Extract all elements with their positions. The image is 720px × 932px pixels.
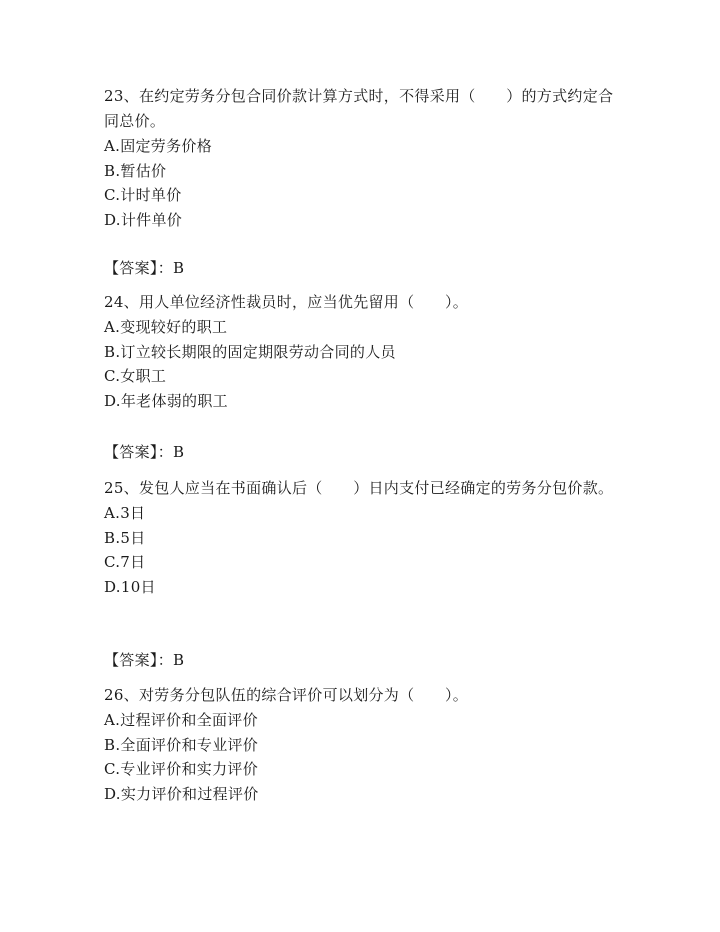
question-stem: 26、对劳务分包队伍的综合评价可以划分为（ ）。 xyxy=(104,686,469,704)
option-b: B.全面评价和专业评价 xyxy=(104,735,259,754)
question-23 xyxy=(104,84,614,232)
option-a: A.变现较好的职工 xyxy=(104,318,228,336)
option-b: B.暂估价 xyxy=(104,161,167,180)
option-list xyxy=(104,501,614,599)
question-stem: 25、发包人应当在书面确认后（ ）日内支付已经确定的劳务分包价款。 xyxy=(104,479,614,497)
option-a: A.固定劳务价格 xyxy=(104,137,213,155)
option-c: C.女职工 xyxy=(104,367,167,385)
option-b: B.5日 xyxy=(104,528,146,547)
option-d: D.计件单价 xyxy=(104,210,183,229)
answer-25: 【答案】：B xyxy=(104,651,185,669)
option-list xyxy=(104,708,614,806)
option-b: B.订立较长期限的固定期限劳动合同的人员 xyxy=(104,342,396,361)
option-list xyxy=(104,134,614,232)
option-c: C.专业评价和实力评价 xyxy=(104,760,259,778)
option-a: A.3日 xyxy=(104,504,146,522)
option-d: D.10日 xyxy=(104,577,156,596)
option-d: D.年老体弱的职工 xyxy=(104,391,228,410)
answer-24: 【答案】：B xyxy=(104,443,185,461)
question-26 xyxy=(104,683,614,806)
option-c: C.7日 xyxy=(104,553,146,571)
option-d: D.实力评价和过程评价 xyxy=(104,784,259,803)
option-list xyxy=(104,315,614,413)
question-25 xyxy=(104,476,614,599)
answer-23: 【答案】：B xyxy=(104,259,185,277)
option-a: A.过程评价和全面评价 xyxy=(104,711,258,729)
question-24 xyxy=(104,290,614,413)
option-c: C.计时单价 xyxy=(104,186,182,204)
question-stem: 24、用人单位经济性裁员时，应当优先留用（ ）。 xyxy=(104,293,469,311)
question-stem: 23、在约定劳务分包合同价款计算方式时，不得采用（ ）的方式约定合同总价。 xyxy=(104,87,614,130)
